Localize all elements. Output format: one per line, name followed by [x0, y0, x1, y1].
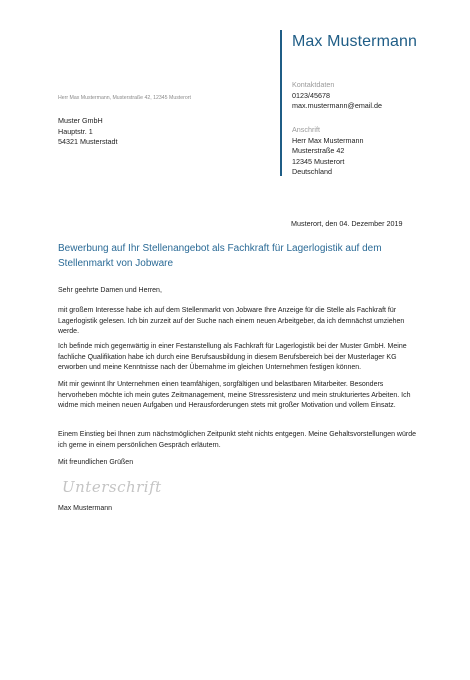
email-address: max.mustermann@email.de: [292, 101, 382, 110]
body-paragraph: Mit mir gewinnt Ihr Unternehmen einen teamfähigen, sorgfältigen und belastbaren Mitarbeiter. Besonders hervorheben möchte ich mein gutes Zeitmanagement, meine Stressresistenz und mein strukturiertes Arbeiten. Ich widme mich meinen neuen Aufgaben und Herausforderungen stets mit großer Motivation und vollem Einsatz.: [58, 381, 411, 409]
signer-name: Max Mustermann: [58, 505, 113, 512]
recipient-address: [58, 116, 118, 148]
signature-image: Unterschrift: [62, 478, 162, 496]
body-paragraph: mit großem Interesse habe ich auf dem Stellenmarkt von Jobware Ihre Anzeige für die Stelle als Fachkraft für Lagerlogistik gelesen. Ich bin zurzeit auf der Suche nach einem neuen Arbeitgeber, da ich demnächst umziehen werde.: [58, 307, 405, 335]
salutation: Sehr geehrte Damen und Herren,: [58, 287, 162, 294]
header-divider: [280, 30, 282, 176]
return-address-line: Herr Max Mustermann, Musterstraße 42, 12345 Musterort: [58, 95, 191, 101]
body-paragraph: Einem Einstieg bei Ihnen zum nächstmöglichen Zeitpunkt steht nichts entgegen. Meine Gehaltsvorstellungen würde ich gerne in einem persönlichen Gespräch erläutern.: [58, 431, 416, 449]
address-line: 12345 Musterort: [292, 156, 345, 166]
letter-date: Musterort, den 04. Dezember 2019: [291, 219, 403, 228]
address-line: Deutschland: [292, 167, 332, 176]
body-paragraph: Ich befinde mich gegenwärtig in einer Festanstellung als Fachkraft für Lagerlogistik bei der Muster GmbH. Meine fachliche Qualifikation habe ich durch eine Berufsausbildung in diesem Berufsbereich bei der Musterlager KG erworben und meine Kenntnisse nach der Übernahme im gleichen Unternehmen festigen können.: [58, 343, 407, 371]
contact-heading: Kontaktdaten: [292, 80, 335, 89]
closing-phrase: Mit freundlichen Grüßen: [58, 459, 134, 466]
address-heading: Anschrift: [292, 125, 320, 134]
address-line: Musterstraße 42: [292, 146, 345, 155]
sender-name: Max Mustermann: [292, 33, 417, 50]
contact-block: [292, 80, 382, 112]
recipient-line: Muster GmbH: [58, 116, 103, 125]
recipient-line: Hauptstr. 1: [58, 126, 93, 136]
phone-number: 0123/45678: [292, 90, 330, 100]
address-line: Herr Max Mustermann: [292, 135, 364, 145]
subject-line: Bewerbung auf Ihr Stellenangebot als Fachkraft für Lagerlogistik auf dem Stellenmarkt von Jobware: [58, 243, 382, 269]
sender-address-block: [292, 125, 364, 178]
recipient-line: 54321 Musterstadt: [58, 137, 118, 146]
